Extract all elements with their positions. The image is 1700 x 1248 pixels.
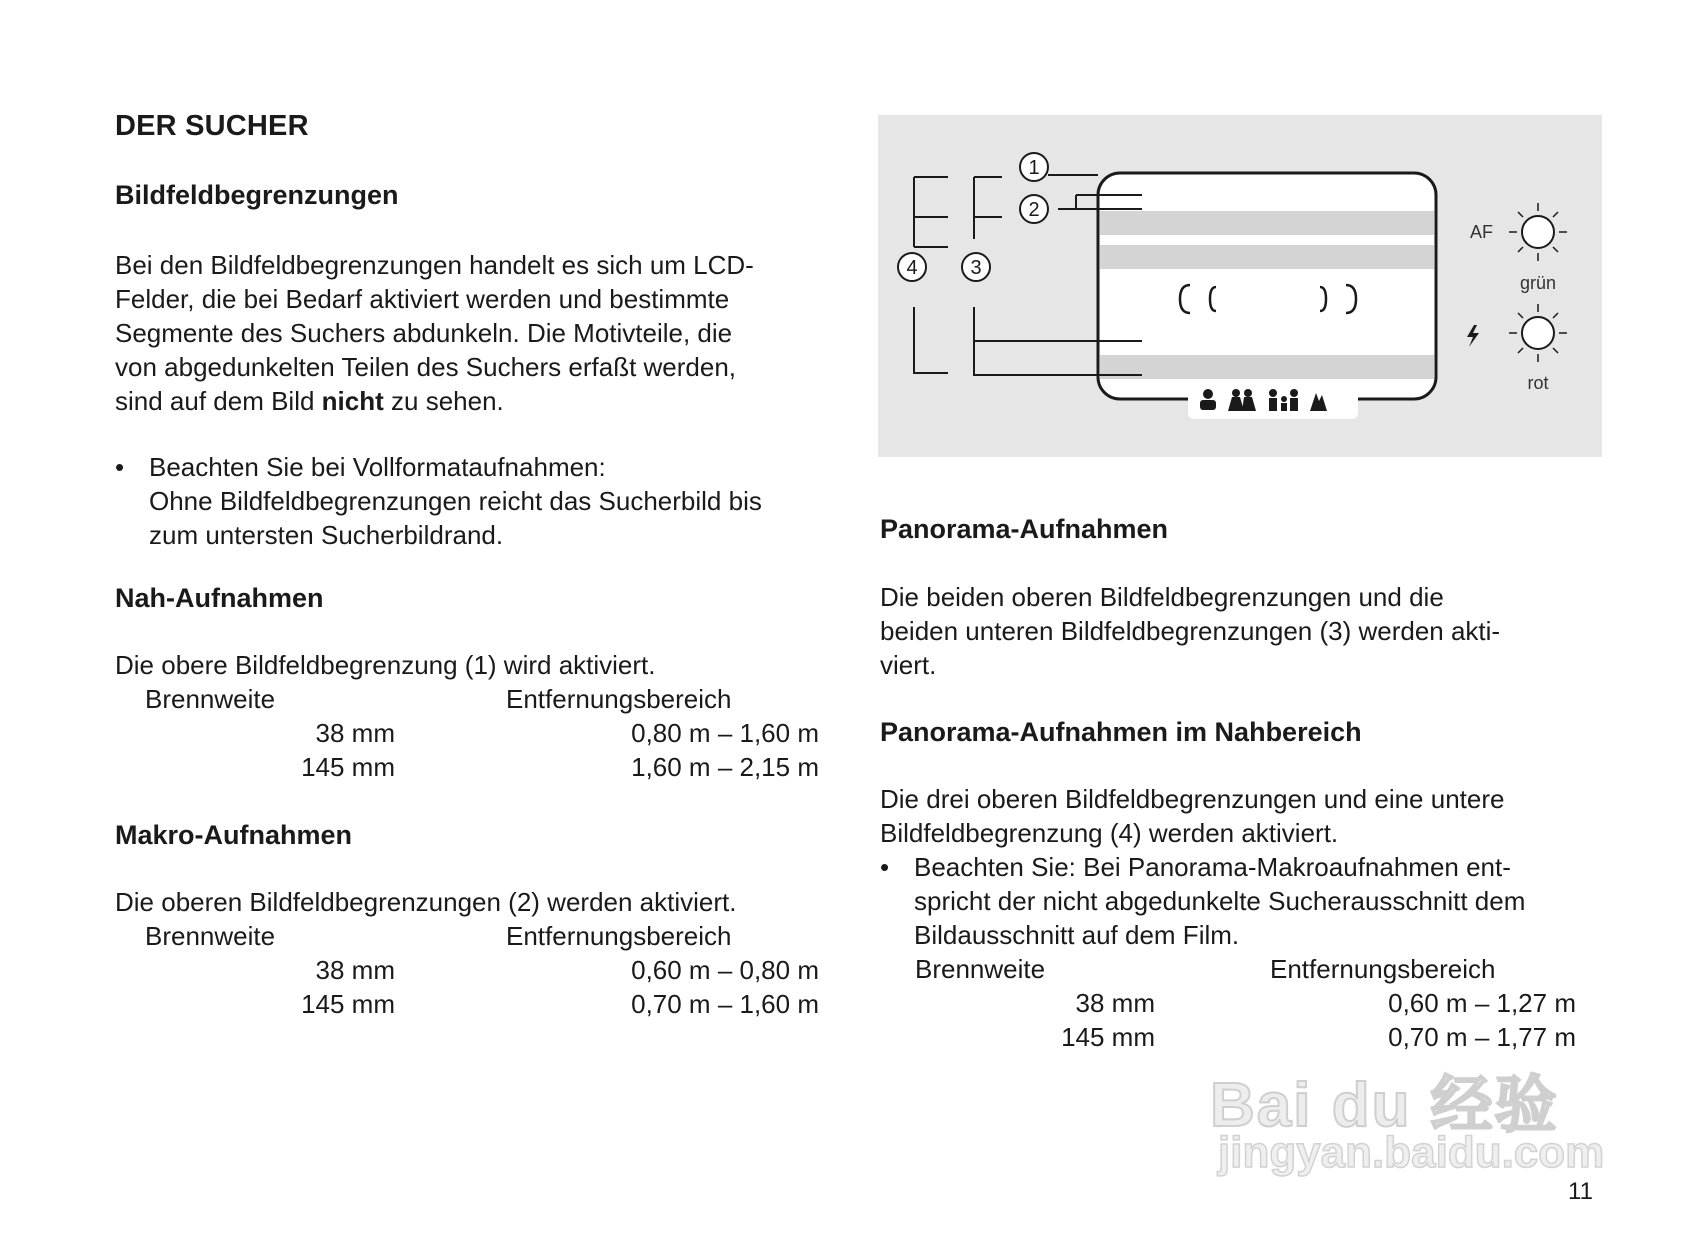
nah-intro: Die obere Bildfeldbegrenzung (1) wird aktiviert. (115, 650, 656, 680)
focal-value: 38 mm (1075, 988, 1155, 1018)
nah-table (115, 682, 819, 784)
bullet-text (914, 850, 1525, 952)
focal-value: 145 mm (301, 752, 395, 782)
bullet-panorama-makro (880, 850, 1620, 960)
bullet-marker: • (880, 852, 890, 882)
table-row (115, 750, 819, 784)
col-header-brennweite: Brennweite (915, 954, 1046, 984)
makro-table (115, 919, 819, 1021)
panorama-nah-table (880, 952, 1580, 1054)
flash-icon (1467, 325, 1479, 347)
table-header-row (115, 682, 815, 716)
range-value: 0,80 m – 1,60 m (631, 718, 819, 748)
table-row (880, 1020, 1580, 1054)
page-number: 11 (1568, 1178, 1593, 1205)
text-line: Die drei oberen Bildfeldbegrenzungen und eine untere (880, 784, 1505, 814)
text-line: beiden unteren Bildfeldbegrenzungen (3) werden akti- (880, 616, 1501, 646)
table-row (115, 987, 819, 1021)
af-indicator-light-icon (1522, 216, 1554, 248)
focal-value: 38 mm (315, 718, 395, 748)
heading-bildfeldbegrenzungen: Bildfeldbegrenzungen (115, 180, 399, 210)
watermark-url: jingyan.baidu.com (1218, 1128, 1605, 1177)
callout-3: 3 (970, 257, 982, 279)
viewfinder-diagram (878, 115, 1602, 457)
heading-panorama-nahbereich: Panorama-Aufnahmen im Nahbereich (880, 717, 1362, 747)
text-line: Bei den Bildfeldbegrenzungen handelt es sich um LCD- (115, 250, 754, 280)
focal-value: 38 mm (315, 955, 395, 985)
af-label: AF (1470, 222, 1494, 242)
green-label: grün (1519, 273, 1557, 293)
bullet-text (149, 450, 762, 552)
lcd-segment-2 (1100, 245, 1434, 269)
range-value: 0,60 m – 1,27 m (1388, 988, 1576, 1018)
heading-nah-aufnahmen: Nah-Aufnahmen (115, 583, 324, 613)
text-line: Segmente des Suchers abdunkeln. Die Motivteile, die (115, 318, 733, 348)
text-line: Felder, die bei Bedarf aktiviert werden und bestimmte (115, 284, 730, 314)
viewfinder-figure (878, 115, 1602, 457)
emphasis-nicht: nicht (321, 386, 384, 416)
callout-4: 4 (906, 257, 918, 279)
text-line: viert. (880, 650, 937, 680)
bullet-marker: • (115, 452, 125, 482)
heading-makro-aufnahmen: Makro-Aufnahmen (115, 820, 353, 850)
text-line: Beachten Sie bei Vollformataufnahmen: (149, 452, 606, 482)
table-row (115, 953, 819, 987)
panorama-text (880, 580, 1620, 682)
text-span: sind auf dem Bild (115, 386, 322, 416)
flash-indicator-light-icon (1522, 317, 1554, 349)
text-line: von abgedunkelten Teilen des Suchers erfaßt werden, (115, 352, 737, 382)
text-line (115, 384, 845, 418)
red-label: rot (1527, 373, 1549, 393)
focal-value: 145 mm (301, 989, 395, 1019)
callout-2: 2 (1028, 199, 1040, 221)
range-value: 0,60 m – 0,80 m (631, 955, 819, 985)
col-header-brennweite: Brennweite (145, 921, 276, 951)
panorama-nah-text (880, 782, 1620, 850)
table-header-row (880, 952, 1580, 986)
lcd-segment-1 (1100, 211, 1434, 235)
bullet-vollformat (115, 450, 855, 560)
range-value: 0,70 m – 1,60 m (631, 989, 819, 1019)
makro-intro: Die oberen Bildfeldbegrenzungen (2) werden aktiviert. (115, 887, 737, 917)
paragraph-intro (115, 248, 845, 418)
text-line: Ohne Bildfeldbegrenzungen reicht das Sucherbild bis (149, 486, 762, 516)
text-line: Bildausschnitt auf dem Film. (914, 920, 1240, 950)
text-line: Bildfeldbegrenzung (4) werden aktiviert. (880, 818, 1339, 848)
callout-1: 1 (1028, 157, 1040, 179)
text-line: zum untersten Sucherbildrand. (149, 520, 504, 550)
table-header-row (115, 919, 815, 953)
text-line: Beachten Sie: Bei Panorama-Makroaufnahmen ent- (914, 852, 1511, 882)
lcd-segment-3 (1100, 355, 1434, 379)
text-line: Die beiden oberen Bildfeldbegrenzungen und die (880, 582, 1444, 612)
focal-value: 145 mm (1061, 1022, 1155, 1052)
heading-panorama-aufnahmen: Panorama-Aufnahmen (880, 514, 1169, 544)
col-header-entfernung: Entfernungsbereich (1270, 954, 1496, 984)
range-value: 1,60 m – 2,15 m (631, 752, 819, 782)
col-header-brennweite: Brennweite (145, 684, 276, 714)
col-header-entfernung: Entfernungsbereich (506, 684, 732, 714)
range-value: 0,70 m – 1,77 m (1388, 1022, 1576, 1052)
watermark-logo: Bai du 经验 (1210, 1071, 1559, 1140)
table-row (115, 716, 819, 750)
col-header-entfernung: Entfernungsbereich (506, 921, 732, 951)
text-span: zu sehen. (383, 386, 504, 416)
text-line: spricht der nicht abgedunkelte Sucherausschnitt dem (914, 886, 1526, 916)
table-row (880, 986, 1580, 1020)
page-title: DER SUCHER (115, 110, 309, 142)
